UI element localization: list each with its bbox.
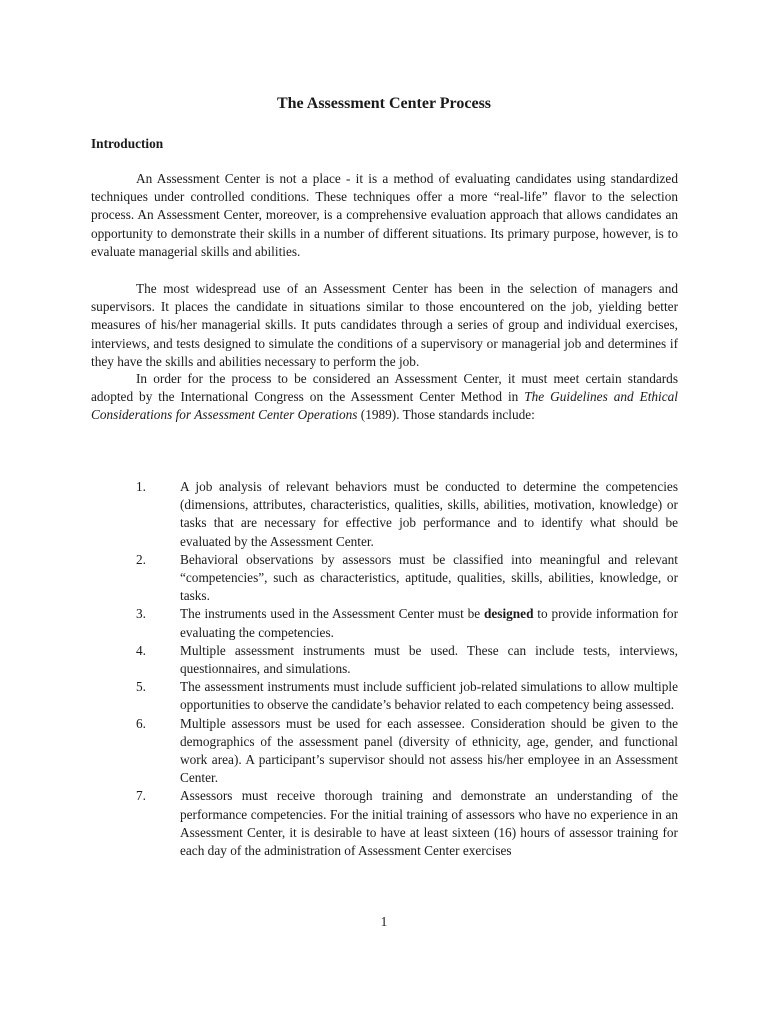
list-item-text: Behavioral observations by assessors must be classified into meaningful and relevant “competencies”, such as characteristics, aptitude, qualities, skills, abilities, knowledge, or tasks. <box>180 551 678 604</box>
paragraph-3-text-after: (1989). Those standards include: <box>357 407 535 423</box>
section-heading-introduction: Introduction <box>91 136 164 151</box>
list-item-number: 1. <box>136 479 146 494</box>
list-item <box>91 605 678 641</box>
list-item <box>91 787 678 860</box>
list-item <box>91 678 678 714</box>
intro-paragraph-3 <box>91 370 678 425</box>
list-item-number: 6. <box>136 715 146 731</box>
list-item-text: Multiple assessors must be used for each assessee. Consideration should be given to the demographics of the assessment panel (diversity of ethnicity, age, gender, and functional work area). A participant’s supervisor should not assess his/her employee in an Assessment Center. <box>180 715 678 786</box>
standards-list <box>91 478 678 860</box>
list-item-number: 5. <box>136 679 146 695</box>
intro-paragraph-1: An Assessment Center is not a place - it is a method of evaluating candidates using standardized techniques under controlled conditions. These techniques offer a more “real-life” flavor to the selection process. An Assessment Center, moreover, is a comprehensive evaluation approach that allows candidates an opportunity to demonstrate their skills in a number of different situations. Its primary purpose, however, is to evaluate managerial skills and abilities. <box>91 171 678 259</box>
list-item-text: Multiple assessment instruments must be used. These can include tests, interviews, questionnaires, and simulations. <box>180 642 678 677</box>
list-item-text: Assessors must receive thorough training and demonstrate an understanding of the performance competencies. For the initial training of assessors who have no experience in an Assessment Center, it is desirable to have at least sixteen (16) hours of assessor training for each day of the administration of Assessment Center exercises <box>180 788 678 859</box>
list-item-number: 2. <box>136 551 146 567</box>
list-item <box>91 551 678 606</box>
intro-paragraph-2: The most widespread use of an Assessment Center has been in the selection of managers and supervisors. It places the candidate in situations similar to those encountered on the job, yielding better measures of his/her managerial skills. It puts candidates through a series of group and individual exercises, interviews, and tests designed to simulate the conditions of a supervisory or managerial job and determines if they have the skills and abilities necessary to perform the job. <box>91 281 678 369</box>
list-item <box>91 642 678 678</box>
guidelines-title-italic: The Guidelines and Ethical Considerations for Assessment Center Operations <box>91 389 678 423</box>
list-item-number: 4. <box>136 642 146 658</box>
list-item-number: 7. <box>136 788 146 804</box>
paragraph-3-text-before: In order for the process to be considered an Assessment Center, it must meet certain standards adopted by the International Congress on the Assessment Center Method in <box>91 371 678 405</box>
list-item-bold-word: designed <box>483 606 534 622</box>
list-item-text-before: The instruments used in the Assessment Center must be <box>180 606 484 622</box>
list-item <box>91 715 678 788</box>
list-item <box>91 478 678 551</box>
list-item-text: A job analysis of relevant behaviors must be conducted to determine the competencies (dimensions, attributes, characteristics, qualities, skills, abilities, motivation, knowledge) or tasks that are necessary for effective job performance and to identify what should be evaluated by the Assessment Center. <box>180 479 678 549</box>
list-item-text-after: to provide information for evaluating the competencies. <box>180 606 678 640</box>
list-item-number: 3. <box>136 606 146 622</box>
page-number: 1 <box>380 914 388 929</box>
document-title: The Assessment Center Process <box>276 95 492 112</box>
list-item-text: The assessment instruments must include sufficient job-related simulations to allow multiple opportunities to observe the candidate’s behavior related to each competency being assessed. <box>180 679 678 713</box>
